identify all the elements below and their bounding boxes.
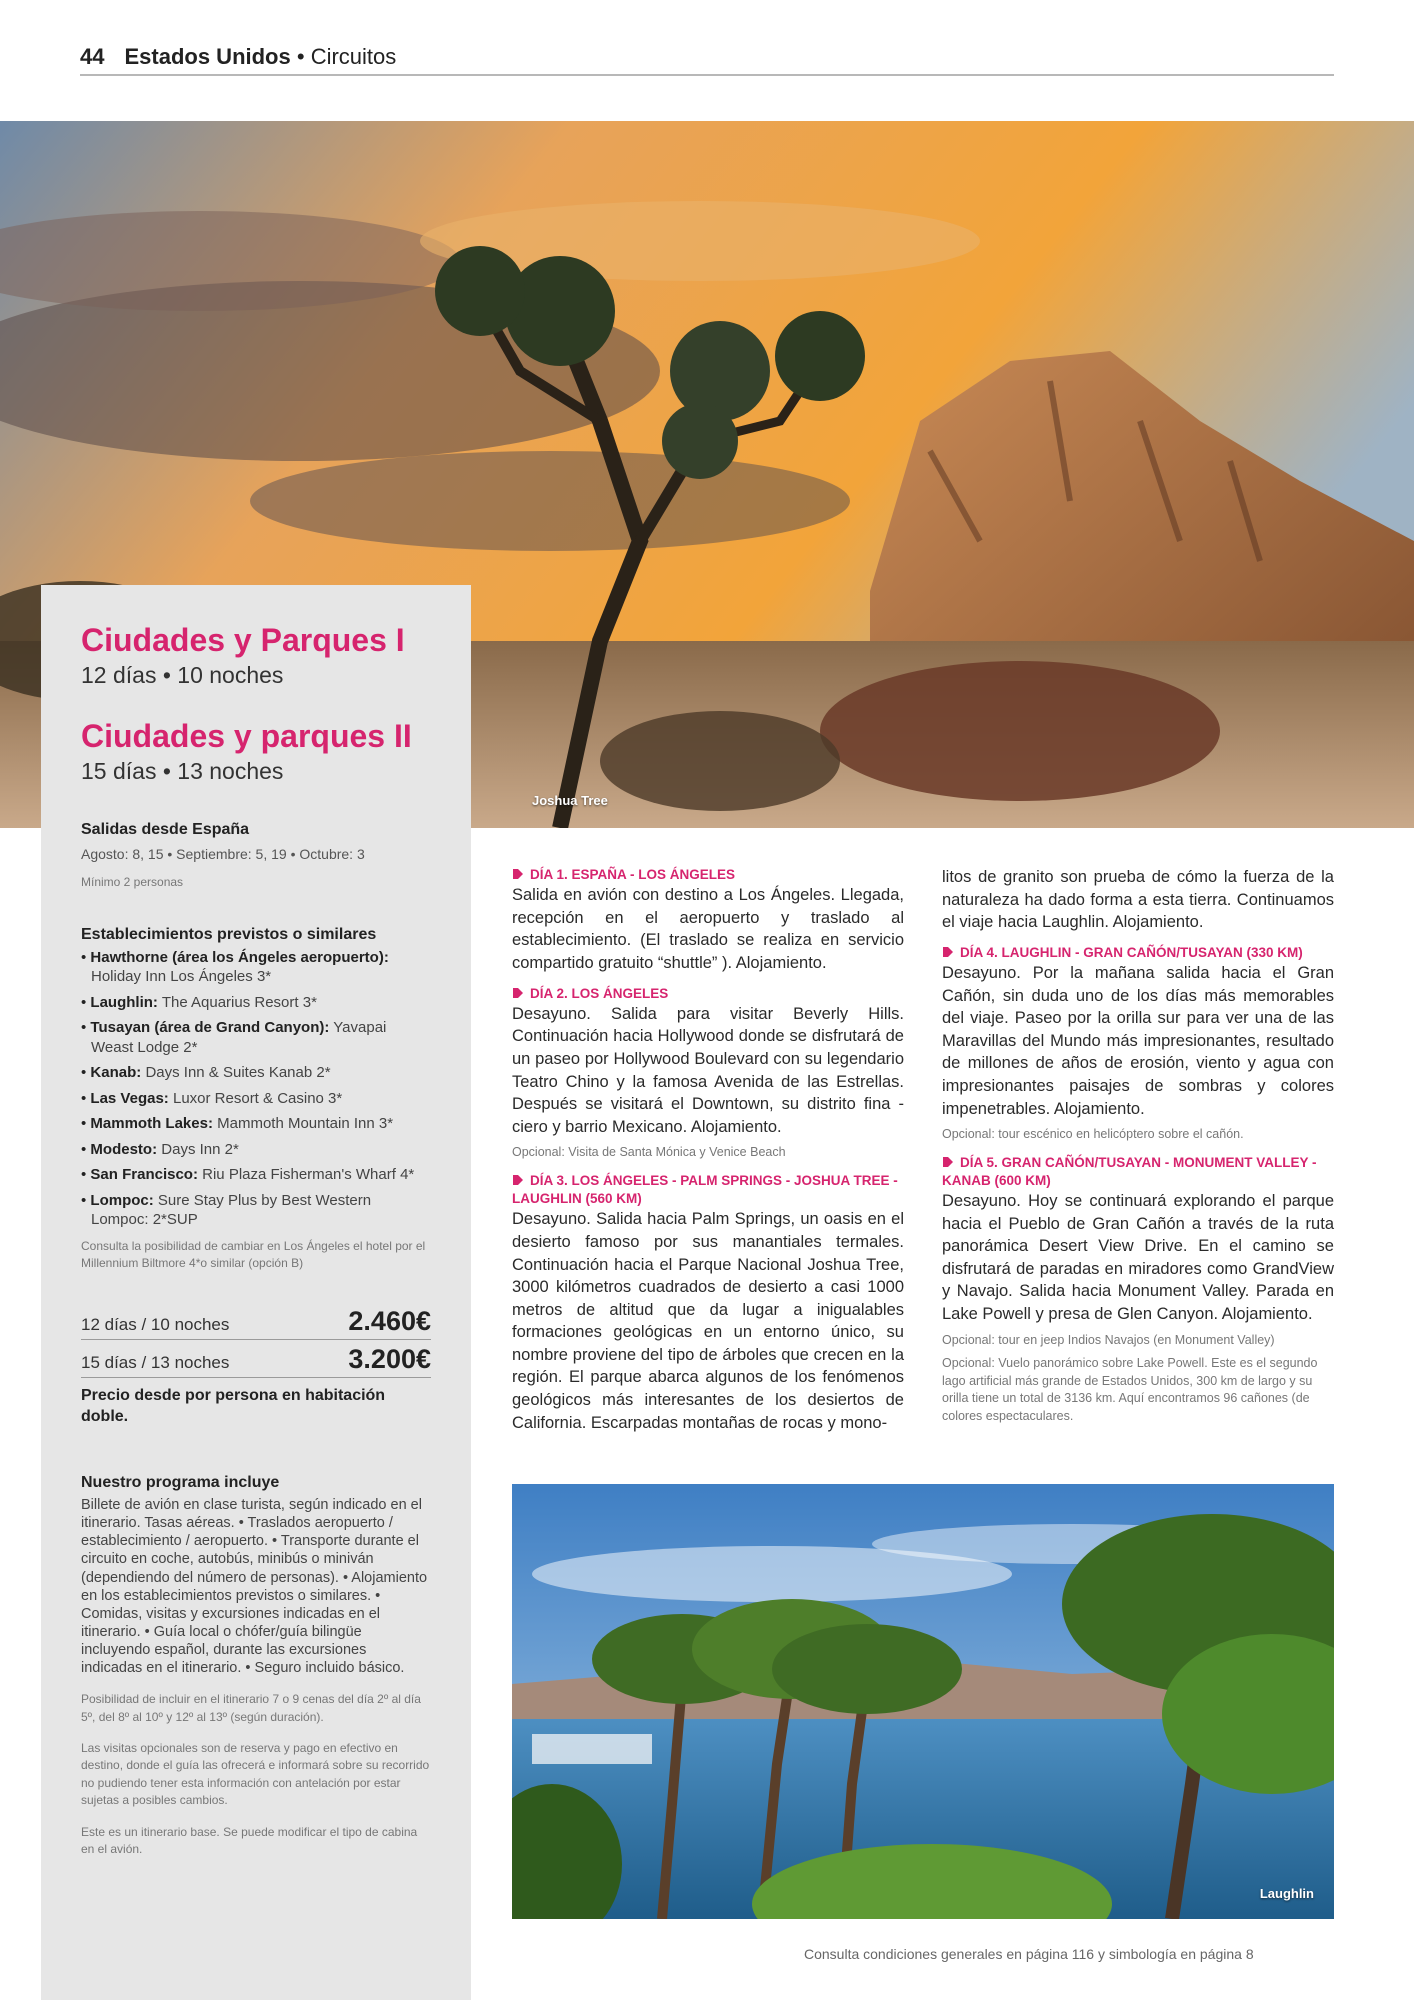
hotel-name: Riu Plaza Fisherman's Wharf 4* xyxy=(202,1166,415,1184)
day-description: Desayuno. Salida para visitar Beverly Hills. Continuación hacia Hollywood donde se disfrutará de un paseo por Hollywood Boulevard con su legendario Teatro Chino y la famosa Avenida de las Estrellas. Después se visitará el Downtown, su distrito fina - ciero y barrio Mexicano. Alojamiento. xyxy=(512,1004,904,1136)
hotels-section xyxy=(81,926,431,1273)
header-subsection: Circuitos xyxy=(310,44,397,69)
price-value: 3.200€ xyxy=(348,1344,431,1375)
includes-heading: Nuestro programa incluye xyxy=(81,1474,280,1492)
day-heading: DÍA 2. LOS ÁNGELES xyxy=(512,985,904,1003)
hotel-name: The Aquarius Resort 3* xyxy=(161,993,317,1011)
hotel-list xyxy=(81,948,431,1230)
day-description: Salida en avión con destino a Los Ángeles. Llegada, recepción en el aeropuerto y traslado al establecimiento. (El traslado se realiza en servicio compartido gratuito “shuttle” ). Alojamiento. xyxy=(512,886,904,972)
hotel-name: Days Inn & Suites Kanab 2* xyxy=(145,1064,331,1082)
price-label: 12 días / 10 noches xyxy=(81,1315,230,1335)
trip-1 xyxy=(81,623,431,689)
price-row xyxy=(81,1344,431,1378)
footer-note: Consulta condiciones generales en página 116 y simbología en página 8 xyxy=(804,1946,1254,1962)
hotel-place: Lompoc: xyxy=(90,1191,154,1209)
hotel-place: Las Vegas: xyxy=(90,1089,169,1107)
includes-note: Este es un itinerario base. Se puede modificar el tipo de cabina en el avión. xyxy=(81,1824,418,1857)
price-note: Precio desde por persona en habitación doble. xyxy=(81,1387,386,1426)
optional-note: Opcional: tour escénico en helicóptero sobre el cañón. xyxy=(942,1127,1244,1142)
trip-duration: 12 días • 10 noches xyxy=(81,662,284,689)
day-heading: DÍA 3. LOS ÁNGELES - PALM SPRINGS - JOSHUA TREE - LAUGHLIN (560 KM) xyxy=(512,1172,898,1207)
day-heading: DÍA 1. ESPAÑA - LOS ÁNGELES xyxy=(512,866,904,884)
hotels-heading: Establecimientos previstos o similares xyxy=(81,925,377,943)
minimum-people: Mínimo 2 personas xyxy=(81,875,184,890)
hotel-note: Consulta la posibilidad de cambiar en Los Ángeles el hotel por el Millennium Biltmore 4*o similar (opción B) xyxy=(81,1238,426,1271)
header-section: Estados Unidos xyxy=(124,44,291,69)
list-item xyxy=(81,993,431,1013)
includes-note: Posibilidad de incluir en el itinerario 7 o 9 cenas del día 2º al día 5º, del 8º al 10º y 12º al 13º (según duración). xyxy=(81,1692,421,1724)
sidebar-panel xyxy=(41,585,471,2000)
hotel-place: Laughlin: xyxy=(90,993,158,1011)
day-heading: DÍA 5. GRAN CAÑÓN/TUSAYAN - MONUMENT VALLEY - KANAB (600 KM) xyxy=(942,1154,1317,1188)
optional-note: Opcional: Visita de Santa Mónica y Venice Beach xyxy=(512,1145,786,1160)
page-number: 44 xyxy=(80,44,105,69)
price-row xyxy=(81,1306,431,1340)
day-description: litos de granito son prueba de cómo la fuerza de la naturaleza ha dado forma a esta tierra. Continuamos el viaje hacia Laughlin. Alojamiento. xyxy=(942,868,1334,932)
palm-lake-illustration xyxy=(512,1484,1334,1919)
departures-heading: Salidas desde España xyxy=(81,821,250,839)
trip-title: Ciudades y parques II xyxy=(81,718,412,755)
hotel-name: Luxor Resort & Casino 3* xyxy=(172,1089,343,1107)
play-arrow-icon xyxy=(512,868,524,880)
hotel-place: San Francisco: xyxy=(90,1166,198,1184)
trip-duration: 15 días • 13 noches xyxy=(81,758,284,785)
hotel-place: Hawthorne (área los Ángeles aeropuerto): xyxy=(90,948,389,966)
itinerary-column-2 xyxy=(942,866,1334,1425)
play-arrow-icon xyxy=(512,1174,524,1186)
hotel-name: Days Inn 2* xyxy=(161,1140,239,1158)
hotel-place: Tusayan (área de Grand Canyon): xyxy=(90,1019,330,1037)
includes-text: Billete de avión en clase turista, según indicado en el itinerario. Tasas aéreas. • Traslados aeropuerto / establecimiento / aeropuerto. • Transporte durante el circuito en coche, autobús, minibús o miniván (dependiendo del número de personas). • Alojamiento en los establecimientos previstos o similares. • Comidas, visitas y excursiones indicadas en el itinerario. • Guía local o chófer/guía bilingüe incluyendo español, durante las excursiones indicadas en el itinerario. • Seguro incluido básico. xyxy=(81,1497,428,1677)
departure-dates: Agosto: 8, 15 • Septiembre: 5, 19 • Octubre: 3 xyxy=(81,846,365,863)
day-description: Desayuno. Hoy se continuará explorando el parque hacia el Pueblo de Gran Cañón a través de la ruta panorámica Desert View Drive. En el camino se disfrutará de paradas en miradores como GrandView y Navajo. Salida hacia Monument Valley. Parada en Lake Powell y presa de Glen Canyon. Alojamiento. xyxy=(942,1192,1334,1324)
photo-caption: Laughlin xyxy=(1259,1886,1314,1901)
optional-note: Opcional: tour en jeep Indios Navajos (en Monument Valley) xyxy=(942,1332,1275,1347)
list-item xyxy=(81,948,431,987)
list-item xyxy=(81,1140,431,1160)
header-separator: • xyxy=(296,44,305,69)
price-value: 2.460€ xyxy=(348,1306,431,1337)
day-heading: DÍA 4. LAUGHLIN - GRAN CAÑÓN/TUSAYAN (330 KM) xyxy=(942,944,1334,962)
optional-note: Opcional: Vuelo panorámico sobre Lake Powell. Este es el segundo lago artificial más grande de Estados Unidos, 300 km de largo y su orilla tiene un total de 3136 km. Aquí encontramos 96 cañones (de colores espectaculares. xyxy=(942,1356,1318,1423)
play-arrow-icon xyxy=(942,946,954,958)
itinerary-column-1 xyxy=(512,866,904,1434)
hotel-name: Mammoth Mountain Inn 3* xyxy=(217,1115,394,1133)
price-label: 15 días / 13 noches xyxy=(81,1353,230,1373)
header-title xyxy=(124,44,396,70)
list-item xyxy=(81,1063,431,1083)
includes-note: Las visitas opcionales son de reserva y pago en efectivo en destino, donde el guía las ofrecerá e informará sobre su recorrido no pudiendo tener esta información con antelación por estar sujetas a posibles cambios. xyxy=(81,1741,430,1808)
list-item xyxy=(81,1191,431,1230)
includes-section xyxy=(81,1474,431,1858)
hotel-place: Modesto: xyxy=(90,1140,158,1158)
play-arrow-icon xyxy=(942,1156,954,1168)
list-item xyxy=(81,1114,431,1134)
departures-section xyxy=(81,821,431,891)
day-description: Desayuno. Salida hacia Palm Springs, un oasis en el desierto famoso por sus manantiales termales. Continuación hacia el Parque Nacional Joshua Tree, 3000 kilómetros cuadrados de desierto a casi 1000 metros de altitud que da lugar a inigualables formaciones geológicas en un entorno único, su nombre proviene del tipo de árboles que crecen en la región. El parque abarca algunos de los fenómenos geológicos más interesantes de los desiertos de California. Escarpadas montañas de rocas y mono- xyxy=(512,1210,904,1432)
laughlin-photo xyxy=(512,1484,1334,1919)
hotel-name: Sure Stay Plus by Best Western Lompoc: 2*SUP xyxy=(91,1191,372,1229)
hero-caption: Joshua Tree xyxy=(532,793,608,808)
list-item xyxy=(81,1165,431,1185)
day-description: Desayuno. Por la mañana salida hacia el Gran Cañón, sin duda uno de los días más memorables del viaje. Paseo por la orilla sur para ver una de las Maravillas del Mundo más impresionantes, resultado de millones de años de erosión, viento y agua con impresionantes paisajes de sombras y colores impenetrables. Alojamiento. xyxy=(942,964,1334,1118)
prices-section xyxy=(81,1306,431,1428)
hotel-name: Holiday Inn Los Ángeles 3* xyxy=(91,968,272,986)
hotel-place: Mammoth Lakes: xyxy=(90,1115,213,1133)
page-header xyxy=(80,44,1334,76)
trip-title: Ciudades y Parques I xyxy=(81,622,405,658)
list-item xyxy=(81,1089,431,1109)
hotel-name: Yavapai Weast Lodge 2* xyxy=(91,1019,387,1056)
play-arrow-icon xyxy=(512,987,524,999)
trip-2 xyxy=(81,719,431,785)
list-item xyxy=(81,1018,431,1057)
hotel-place: Kanab: xyxy=(90,1064,142,1082)
